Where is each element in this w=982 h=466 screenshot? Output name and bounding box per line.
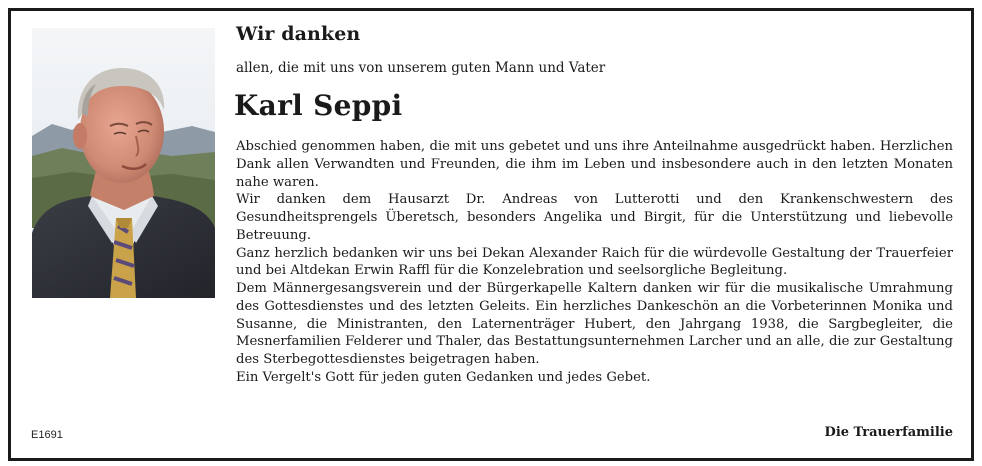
body-paragraph: Dem Männergesangsverein und der Bürgerkapelle Kaltern danken wir für die musikalische Umrahmung des Gottesdienstes und des letzten Geleits. Ein herzliches Dankeschön an die Vorbeterinnen Monika und Susanne, die Ministranten, den Laternenträger Hubert, den Jahrgang 1938, die Sargbegleiter, die Mesnerfamilien Felderer und Thaler, das Bestattungsunternehmen Larcher und an alle, die zur Gestaltung des Sterbegottesdienstes beigetragen haben. [236, 281, 953, 367]
body-paragraph: Wir danken dem Hausarzt Dr. Andreas von Lutterotti und den Krankenschwestern des Gesundheitsprengels Überetsch, besonders Angelika und Birgit, für die Unterstützung und liebevolle Betreuung. [236, 192, 953, 243]
body-paragraph: Ganz herzlich bedanken wir uns bei Dekan Alexander Raich für die würdevolle Gestaltung der Trauerfeier und bei Altdekan Erwin Raffl für die Konzelebration und seelsorgliche Begleitung. [236, 245, 953, 279]
notice-body [236, 138, 953, 387]
deceased-name: Karl Seppi [234, 89, 403, 122]
notice-heading: Wir danken [236, 23, 361, 45]
body-paragraph: Ein Vergelt's Gott für jeden guten Gedanken und jedes Gebet. [236, 369, 651, 385]
obituary-notice [8, 8, 974, 461]
ad-code: E1691 [31, 429, 63, 441]
body-paragraph: Abschied genommen haben, die mit uns gebetet und uns ihre Anteilnahme ausgedrückt haben. Herzlichen Dank allen Verwandten und Freunden, die ihm im Leben und insbesondere auch in den letzten Monaten nahe waren. [236, 139, 953, 190]
notice-intro: allen, die mit uns von unserem guten Mann und Vater [236, 60, 606, 76]
portrait-photo [32, 28, 215, 298]
signature: Die Trauerfamilie [824, 425, 953, 440]
